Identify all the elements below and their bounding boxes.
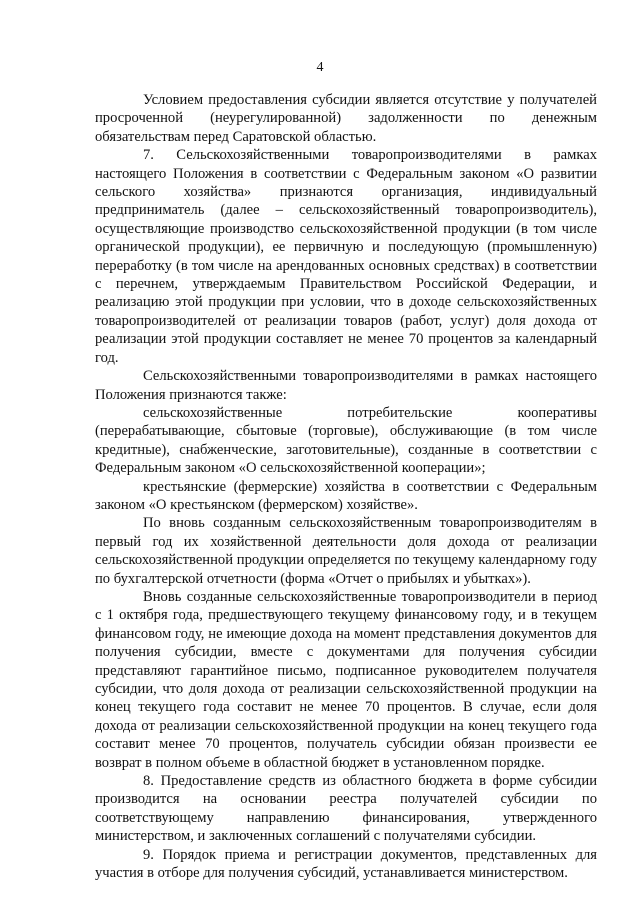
paragraph-9: 9. Порядок приема и регистрации документов, представленных для участия в отборе для получения субсидий, устанавливается министерством. [95,846,597,882]
paragraph-7: Вновь созданные сельскохозяйственные товаропроизводители в период с 1 октября года, предшествующего текущему финансовому году, и в текущем финансовом году, не имеющие дохода на момент представления документов для получения субсидии, вместе с документами для получения субсидии представляют гарантийное письмо, подписанное руководителем получателя субсидии, что доля дохода от реализации сельскохозяйственной продукции на конец текущего года составит не менее 70 процентов. В случае, если доля дохода от реализации сельскохозяйственной продукции на конец текущего года составит менее 70 процентов, получатель субсидии обязан произвести ее возврат в полном объеме в областной бюджет в установленном порядке. [95,588,597,771]
paragraph-6: По вновь созданным сельскохозяйственным товаропроизводителям в первый год их хозяйственной деятельности доля дохода от реализации сельскохозяйственной продукции определяется по текущему календарному году по бухгалтерской отчетности (форма «Отчет о прибылях и убытках»). [95,515,597,587]
paragraph-2: 7. Сельскохозяйственными товаропроизводителями в рамках настоящего Положения в соответствии с Федеральным законом «О развитии сельского хозяйства» признаются организация, индивидуальный предприниматель (далее – сельскохозяйственный товаропроизводитель), осуществляющие производство сельскохозяйственной продукции (в том числе органической продукции), ее первичную и последующую (промышленную) переработку (в том числе на арендованных основных средствах) в соответствии с перечнем, утверждаемым Правительством Российской Федерации, и реализацию этой продукции при условии, что в доходе сельскохозяйственных товаропроизводителей от реализации товаров (работ, услуг) доля дохода от реализации этой продукции составляет не менее 70 процентов за календарный год. [95,147,597,366]
document-body [95,91,597,882]
paragraph-4: сельскохозяйственные потребительские кооперативы (перерабатывающие, сбытовые (торговые), обслуживающие (в том числе кредитные), снабженческие, заготовительные), созданные в соответствии с Федеральным законом «О сельскохозяйственной кооперации»; [95,404,597,477]
paragraph-1: Условием предоставления субсидии является отсутствие у получателей просроченной (неурегулированной) задолженности по денежным обязательствам перед Саратовской областью. [95,92,597,145]
paragraph-8: 8. Предоставление средств из областного бюджета в форме субсидии производится на основании реестра получателей субсидии по соответствующему направлению финансирования, утвержденного министерством, и заключенных соглашений с получателями субсидии. [95,773,597,845]
paragraph-3: Сельскохозяйственными товаропроизводителями в рамках настоящего Положения признаются также: [95,368,597,403]
page-number: 4 [316,60,324,75]
paragraph-5: крестьянские (фермерские) хозяйства в соответствии с Федеральным законом «О крестьянском (фермерском) хозяйстве». [95,478,597,513]
